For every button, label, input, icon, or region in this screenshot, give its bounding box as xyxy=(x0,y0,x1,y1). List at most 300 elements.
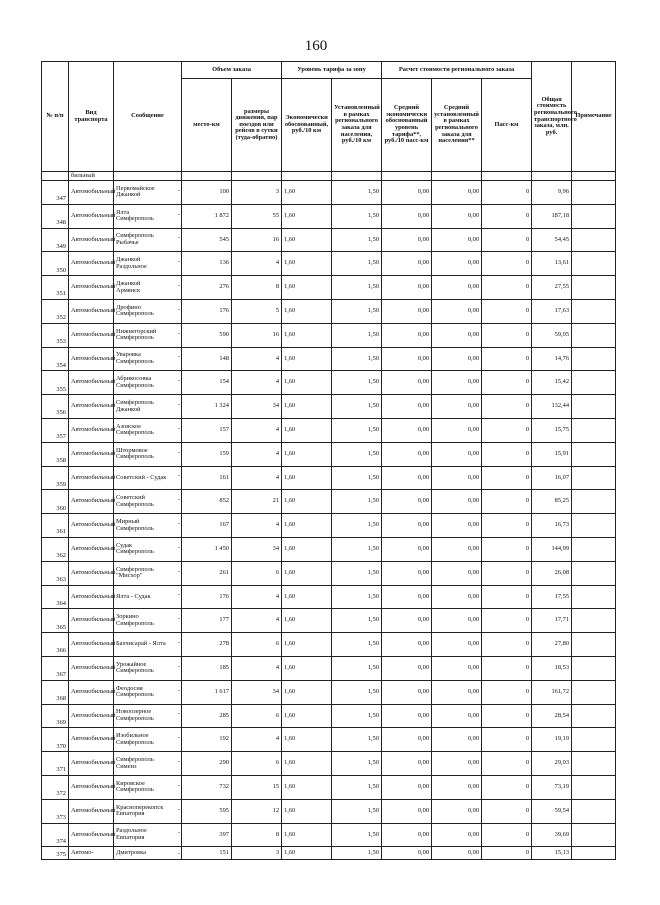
cell-type: Автомобильный xyxy=(69,204,114,228)
header-avg-set: Средний установленный в рамках регионального заказа для населения** xyxy=(432,79,482,172)
route-origin: Бахчисарай - Ялта xyxy=(116,640,166,648)
route-origin: Дрофино xyxy=(116,303,141,311)
cell-trips: 6 xyxy=(232,704,282,728)
cell-set: 1,50 xyxy=(332,633,382,657)
cell-total: 15,91 xyxy=(532,442,572,466)
cell-econ: 1,60 xyxy=(282,371,332,395)
table-body xyxy=(42,172,660,860)
cell-route xyxy=(114,347,182,371)
route-destination: Раздольное xyxy=(116,262,147,270)
cell-total: 15,13 xyxy=(532,847,572,860)
cell-avg-set: 0,00 xyxy=(432,395,482,419)
tariff-table-container xyxy=(41,61,612,860)
route-origin: Зоркино xyxy=(116,613,139,621)
cell-set: 1,50 xyxy=(332,585,382,609)
cell-num: 368 xyxy=(42,680,69,704)
cell-set: 1,50 xyxy=(332,395,382,419)
cell-avg-econ: 0,00 xyxy=(382,299,432,323)
cell-avg-econ: 0,00 xyxy=(382,680,432,704)
route-destination: Армянск xyxy=(116,286,141,294)
route-origin: Абрикосовка xyxy=(116,375,152,383)
cell-num: 374 xyxy=(42,823,69,847)
cell-pass-km: 0 xyxy=(482,299,532,323)
cell-total: 187,18 xyxy=(532,204,572,228)
cell-avg-set: 0,00 xyxy=(432,252,482,276)
table-row xyxy=(42,490,660,514)
table-row xyxy=(42,704,660,728)
table-row xyxy=(42,728,660,752)
cell-econ: 1,60 xyxy=(282,204,332,228)
route-origin: Дмитровка xyxy=(116,849,146,857)
cell-avg-set: 0,00 xyxy=(432,656,482,680)
cell-avg-econ: 0,00 xyxy=(382,633,432,657)
route-destination: Евпатория xyxy=(116,810,145,818)
table-row xyxy=(42,609,660,633)
cell-type: Автомобильный xyxy=(69,228,114,252)
cell-note xyxy=(572,633,616,657)
cell-avg-set: 0,00 xyxy=(432,299,482,323)
route-origin: Джанкой xyxy=(116,279,141,287)
header-seat-km: место-км xyxy=(182,79,232,172)
route-dash: - xyxy=(177,781,180,789)
cell-note xyxy=(572,537,616,561)
route-destination: Симферополь xyxy=(116,786,154,794)
cell-total: 13,61 xyxy=(532,252,572,276)
cell-set: 1,50 xyxy=(332,704,382,728)
header-tariff-group: Уровень тарифа за зону xyxy=(282,62,382,79)
cell-route xyxy=(114,633,182,657)
route-dash: - xyxy=(177,615,180,623)
cell-type: Автомобильный xyxy=(69,823,114,847)
cell-avg-set: 0,00 xyxy=(432,752,482,776)
cell-note xyxy=(572,680,616,704)
cell-avg-econ: 0,00 xyxy=(382,181,432,205)
cell-route xyxy=(114,680,182,704)
cell-seat-km: 852 xyxy=(182,490,232,514)
cell-trips: 4 xyxy=(232,466,282,490)
cell-trips: 16 xyxy=(232,228,282,252)
cell-type: Автомобильный xyxy=(69,585,114,609)
table-row xyxy=(42,181,660,205)
cell-set: 1,50 xyxy=(332,823,382,847)
route-dash: - xyxy=(177,757,180,765)
cell-avg-econ: 0,00 xyxy=(382,371,432,395)
cell-seat-km: 290 xyxy=(182,752,232,776)
cell-set: 1,50 xyxy=(332,204,382,228)
route-origin: Азовское xyxy=(116,422,142,430)
cell-pass-km: 0 xyxy=(482,728,532,752)
route-origin: Уваровка xyxy=(116,351,141,359)
route-destination: Рыбачье xyxy=(116,238,139,246)
cell-route xyxy=(114,704,182,728)
cell-note xyxy=(572,323,616,347)
cell-trips: 55 xyxy=(232,204,282,228)
table-row xyxy=(42,585,660,609)
cell-avg-set: 0,00 xyxy=(432,775,482,799)
cell-route xyxy=(114,537,182,561)
cell-type: Автомобильный xyxy=(69,752,114,776)
cell-avg-econ: 0,00 xyxy=(382,728,432,752)
cell-pass-km: 0 xyxy=(482,395,532,419)
header-set: Установленный в рамках регионального заказа для населения, руб./10 км xyxy=(332,79,382,172)
cell-total: 144,99 xyxy=(532,537,572,561)
cell-note xyxy=(572,609,616,633)
cell-total: 9,96 xyxy=(532,181,572,205)
cell-note xyxy=(572,704,616,728)
cell-type: Автомобильный xyxy=(69,704,114,728)
table-row xyxy=(42,418,660,442)
cell-total: 73,19 xyxy=(532,775,572,799)
cell-set: 1,50 xyxy=(332,276,382,300)
cell-type: Автомобильный xyxy=(69,490,114,514)
cell-pass-km: 0 xyxy=(482,371,532,395)
cell-seat-km: 261 xyxy=(182,561,232,585)
cell-avg-set: 0,00 xyxy=(432,514,482,538)
cell-num: 362 xyxy=(42,537,69,561)
cell-note xyxy=(572,656,616,680)
cell-seat-km: 1 450 xyxy=(182,537,232,561)
cell-set: 1,50 xyxy=(332,561,382,585)
cell-set: 1,50 xyxy=(332,466,382,490)
route-dash: - xyxy=(177,377,180,385)
cell-avg-set: 0,00 xyxy=(432,561,482,585)
route-origin: Мирный xyxy=(116,517,140,525)
route-origin: Кировское xyxy=(116,779,145,787)
cell-num: 365 xyxy=(42,609,69,633)
cell-seat-km: 1 324 xyxy=(182,395,232,419)
cell-route xyxy=(114,561,182,585)
cell-type: Автомобильный xyxy=(69,418,114,442)
route-destination: Симферополь xyxy=(116,714,154,722)
table-row xyxy=(42,775,660,799)
table-row xyxy=(42,561,660,585)
cell-seat-km: 176 xyxy=(182,299,232,323)
cell-avg-set: 0,00 xyxy=(432,799,482,823)
cell-note xyxy=(572,442,616,466)
cell-num: 348 xyxy=(42,204,69,228)
header-note: Примечание xyxy=(572,62,616,172)
route-origin: Изобильное xyxy=(116,732,149,740)
route-dash: - xyxy=(177,424,180,432)
cell-total: 161,72 xyxy=(532,680,572,704)
cell-trips: 34 xyxy=(232,537,282,561)
cell-note xyxy=(572,585,616,609)
cell-pass-km: 0 xyxy=(482,656,532,680)
cell-avg-set: 0,00 xyxy=(432,442,482,466)
cell-seat-km: 136 xyxy=(182,252,232,276)
cell-econ: 1,60 xyxy=(282,276,332,300)
cell-pass-km: 0 xyxy=(482,609,532,633)
cell-num: 352 xyxy=(42,299,69,323)
cell-seat-km: 590 xyxy=(182,323,232,347)
cell-avg-set: 0,00 xyxy=(432,323,482,347)
route-origin: Первомайское xyxy=(116,184,155,192)
cell-avg-set: 0,00 xyxy=(432,847,482,860)
cell-total: 28,54 xyxy=(532,704,572,728)
header-avg-econ: Средний экономически обоснованный уровень тарифа**, руб./10 пасс-км xyxy=(382,79,432,172)
route-destination: Симферополь xyxy=(116,667,154,675)
cell-pass-km: 0 xyxy=(482,228,532,252)
cell-set: 1,50 xyxy=(332,728,382,752)
route-origin: Раздольное xyxy=(116,827,147,835)
cell-avg-set: 0,00 xyxy=(432,228,482,252)
cell-avg-econ: 0,00 xyxy=(382,823,432,847)
cell-seat-km: 545 xyxy=(182,228,232,252)
cell-set: 1,50 xyxy=(332,323,382,347)
cell-num: 347 xyxy=(42,181,69,205)
cell-type: Автомобильный xyxy=(69,514,114,538)
header-calc-group: Расчет стоимости регионального заказа xyxy=(382,62,532,79)
cell-route xyxy=(114,490,182,514)
cell-num: 360 xyxy=(42,490,69,514)
cell-trips: 8 xyxy=(232,823,282,847)
tariff-table xyxy=(41,61,660,860)
cell-trips: 4 xyxy=(232,252,282,276)
route-dash: - xyxy=(177,734,180,742)
cell-total: 15,75 xyxy=(532,418,572,442)
cell-pass-km: 0 xyxy=(482,181,532,205)
cell-set: 1,50 xyxy=(332,775,382,799)
cell-econ: 1,60 xyxy=(282,299,332,323)
cell-pass-km: 0 xyxy=(482,323,532,347)
cell-set: 1,50 xyxy=(332,371,382,395)
cell-trips: 4 xyxy=(232,609,282,633)
cell-avg-econ: 0,00 xyxy=(382,276,432,300)
cell-total: 59,05 xyxy=(532,323,572,347)
cell-seat-km: 159 xyxy=(182,442,232,466)
cell-num: 367 xyxy=(42,656,69,680)
cell-avg-set: 0,00 xyxy=(432,704,482,728)
cell-note xyxy=(572,418,616,442)
cell-econ: 1,60 xyxy=(282,609,332,633)
cell-econ: 1,60 xyxy=(282,466,332,490)
route-origin: Симферополь xyxy=(116,755,154,763)
cell-trips: 34 xyxy=(232,680,282,704)
route-dash: - xyxy=(177,662,180,670)
cell-set: 1,50 xyxy=(332,299,382,323)
cell-trips: 34 xyxy=(232,395,282,419)
cell-pass-km: 0 xyxy=(482,847,532,860)
cell-avg-set: 0,00 xyxy=(432,633,482,657)
cell-note xyxy=(572,728,616,752)
route-dash: - xyxy=(177,567,180,575)
cell-type: Автомо- xyxy=(69,847,114,860)
route-dash: - xyxy=(177,186,180,194)
header-volume-group: Объем заказа xyxy=(182,62,282,79)
cell-avg-set: 0,00 xyxy=(432,680,482,704)
route-destination: Симферополь xyxy=(116,524,154,532)
cell-econ: 1,60 xyxy=(282,823,332,847)
cell-avg-set: 0,00 xyxy=(432,585,482,609)
cell-pass-km: 0 xyxy=(482,418,532,442)
cell-type: Автомобильный xyxy=(69,299,114,323)
cell-avg-econ: 0,00 xyxy=(382,585,432,609)
table-row xyxy=(42,252,660,276)
route-destination: Симферополь xyxy=(116,381,154,389)
cell-total: 26,08 xyxy=(532,561,572,585)
cell-pass-km: 0 xyxy=(482,561,532,585)
cell-num: 354 xyxy=(42,347,69,371)
cell-seat-km: 278 xyxy=(182,633,232,657)
route-dash: - xyxy=(177,805,180,813)
cell-seat-km: 192 xyxy=(182,728,232,752)
cell-total: 132,44 xyxy=(532,395,572,419)
cell-avg-econ: 0,00 xyxy=(382,704,432,728)
cell-avg-set: 0,00 xyxy=(432,728,482,752)
route-origin: Симферополь xyxy=(116,398,154,406)
table-row xyxy=(42,299,660,323)
cell-note xyxy=(572,299,616,323)
cell-econ: 1,60 xyxy=(282,228,332,252)
cell-avg-econ: 0,00 xyxy=(382,347,432,371)
cell-avg-set: 0,00 xyxy=(432,490,482,514)
cell-avg-set: 0,00 xyxy=(432,276,482,300)
cell-avg-econ: 0,00 xyxy=(382,609,432,633)
cell-route xyxy=(114,775,182,799)
header-num: № п/п xyxy=(42,62,69,172)
cell-trips: 15 xyxy=(232,775,282,799)
cell-set: 1,50 xyxy=(332,609,382,633)
table-row xyxy=(42,371,660,395)
cell-route xyxy=(114,656,182,680)
cell-trips: 4 xyxy=(232,656,282,680)
route-dash: - xyxy=(177,210,180,218)
cell-avg-econ: 0,00 xyxy=(382,442,432,466)
cell-route xyxy=(114,514,182,538)
route-origin: Джанкой xyxy=(116,256,141,264)
route-dash: - xyxy=(177,849,180,857)
cell-total: 29,03 xyxy=(532,752,572,776)
table-row xyxy=(42,633,660,657)
cell-total: 16,07 xyxy=(532,466,572,490)
cell-type: Автомобильный xyxy=(69,276,114,300)
table-row xyxy=(42,395,660,419)
cell-avg-econ: 0,00 xyxy=(382,395,432,419)
header-route: Сообщение xyxy=(114,62,182,172)
cell-type: Автомобильный xyxy=(69,323,114,347)
cell-seat-km: 100 xyxy=(182,181,232,205)
cell-avg-set: 0,00 xyxy=(432,537,482,561)
route-origin: Советский xyxy=(116,494,145,502)
cell-pass-km: 0 xyxy=(482,633,532,657)
cell-route xyxy=(114,276,182,300)
cell-seat-km: 1 872 xyxy=(182,204,232,228)
cell-econ: 1,60 xyxy=(282,181,332,205)
cell-set: 1,50 xyxy=(332,181,382,205)
cell-pass-km: 0 xyxy=(482,490,532,514)
cell-trips: 4 xyxy=(232,418,282,442)
cell-route xyxy=(114,442,182,466)
cell-trips: 4 xyxy=(232,442,282,466)
cell-avg-econ: 0,00 xyxy=(382,204,432,228)
cell-econ: 1,60 xyxy=(282,752,332,776)
cell-route xyxy=(114,823,182,847)
cell-num: 373 xyxy=(42,799,69,823)
cell-type: Автомобильный xyxy=(69,561,114,585)
cell-type: Автомобильный xyxy=(69,466,114,490)
cell-econ: 1,60 xyxy=(282,656,332,680)
cell-type: Автомобильный xyxy=(69,680,114,704)
cell-note xyxy=(572,395,616,419)
cell-type: бильный xyxy=(69,172,114,181)
cell-num: 359 xyxy=(42,466,69,490)
cell-seat-km: 154 xyxy=(182,371,232,395)
cell-num: 358 xyxy=(42,442,69,466)
route-dash: - xyxy=(177,686,180,694)
cell-total: 59,54 xyxy=(532,799,572,823)
cell-route xyxy=(114,371,182,395)
cell-avg-econ: 0,00 xyxy=(382,561,432,585)
route-origin: Феодосия xyxy=(116,684,143,692)
cell-set: 1,50 xyxy=(332,799,382,823)
route-destination: Симферополь xyxy=(116,738,154,746)
cell-avg-econ: 0,00 xyxy=(382,537,432,561)
cell-pass-km: 0 xyxy=(482,204,532,228)
cell-type: Автомобильный xyxy=(69,609,114,633)
cell-avg-set: 0,00 xyxy=(432,418,482,442)
cell-seat-km: 397 xyxy=(182,823,232,847)
cell-seat-km: 167 xyxy=(182,514,232,538)
cell-note xyxy=(572,514,616,538)
route-origin: Ялта xyxy=(116,208,130,216)
cell-pass-km: 0 xyxy=(482,799,532,823)
route-destination: Евпатория xyxy=(116,833,145,841)
cell-avg-econ: 0,00 xyxy=(382,847,432,860)
route-destination: "Мисхор" xyxy=(116,572,143,580)
cell-seat-km: 157 xyxy=(182,418,232,442)
route-origin: Урожайное xyxy=(116,660,147,668)
table-row xyxy=(42,752,660,776)
route-destination: Джанкой xyxy=(116,191,141,199)
cell-total: 15,42 xyxy=(532,371,572,395)
cell-trips: 5 xyxy=(232,299,282,323)
cell-avg-set: 0,00 xyxy=(432,609,482,633)
cell-pass-km: 0 xyxy=(482,537,532,561)
cell-total: 17,63 xyxy=(532,299,572,323)
cell-trips: 4 xyxy=(232,728,282,752)
route-destination: Симферополь xyxy=(116,453,154,461)
route-destination: Джанкой xyxy=(116,405,141,413)
cell-econ: 1,60 xyxy=(282,680,332,704)
route-destination: Симферополь xyxy=(116,691,154,699)
cell-avg-econ: 0,00 xyxy=(382,228,432,252)
route-origin: Ялта - Судак xyxy=(116,592,151,600)
cell-econ: 1,60 xyxy=(282,252,332,276)
cell-total: 54,45 xyxy=(532,228,572,252)
route-dash: - xyxy=(177,258,180,266)
cell-econ: 1,60 xyxy=(282,799,332,823)
cell-trips: 6 xyxy=(232,561,282,585)
cell-econ: 1,60 xyxy=(282,728,332,752)
table-row xyxy=(42,228,660,252)
route-dash: - xyxy=(177,401,180,408)
cell-avg-econ: 0,00 xyxy=(382,323,432,347)
cell-type: Автомобильный xyxy=(69,656,114,680)
cell-seat-km: 285 xyxy=(182,704,232,728)
cell-type: Автомобильный xyxy=(69,775,114,799)
table-row-partial xyxy=(42,172,660,181)
cell-pass-km: 0 xyxy=(482,680,532,704)
cell-route xyxy=(114,609,182,633)
cell-pass-km: 0 xyxy=(482,347,532,371)
cell-trips: 4 xyxy=(232,514,282,538)
cell-set: 1,50 xyxy=(332,680,382,704)
route-origin: Красноперекопск xyxy=(116,803,164,811)
cell-pass-km: 0 xyxy=(482,704,532,728)
table-row xyxy=(42,466,660,490)
route-origin: Новоозерное xyxy=(116,708,152,716)
route-dash: - xyxy=(177,448,180,456)
